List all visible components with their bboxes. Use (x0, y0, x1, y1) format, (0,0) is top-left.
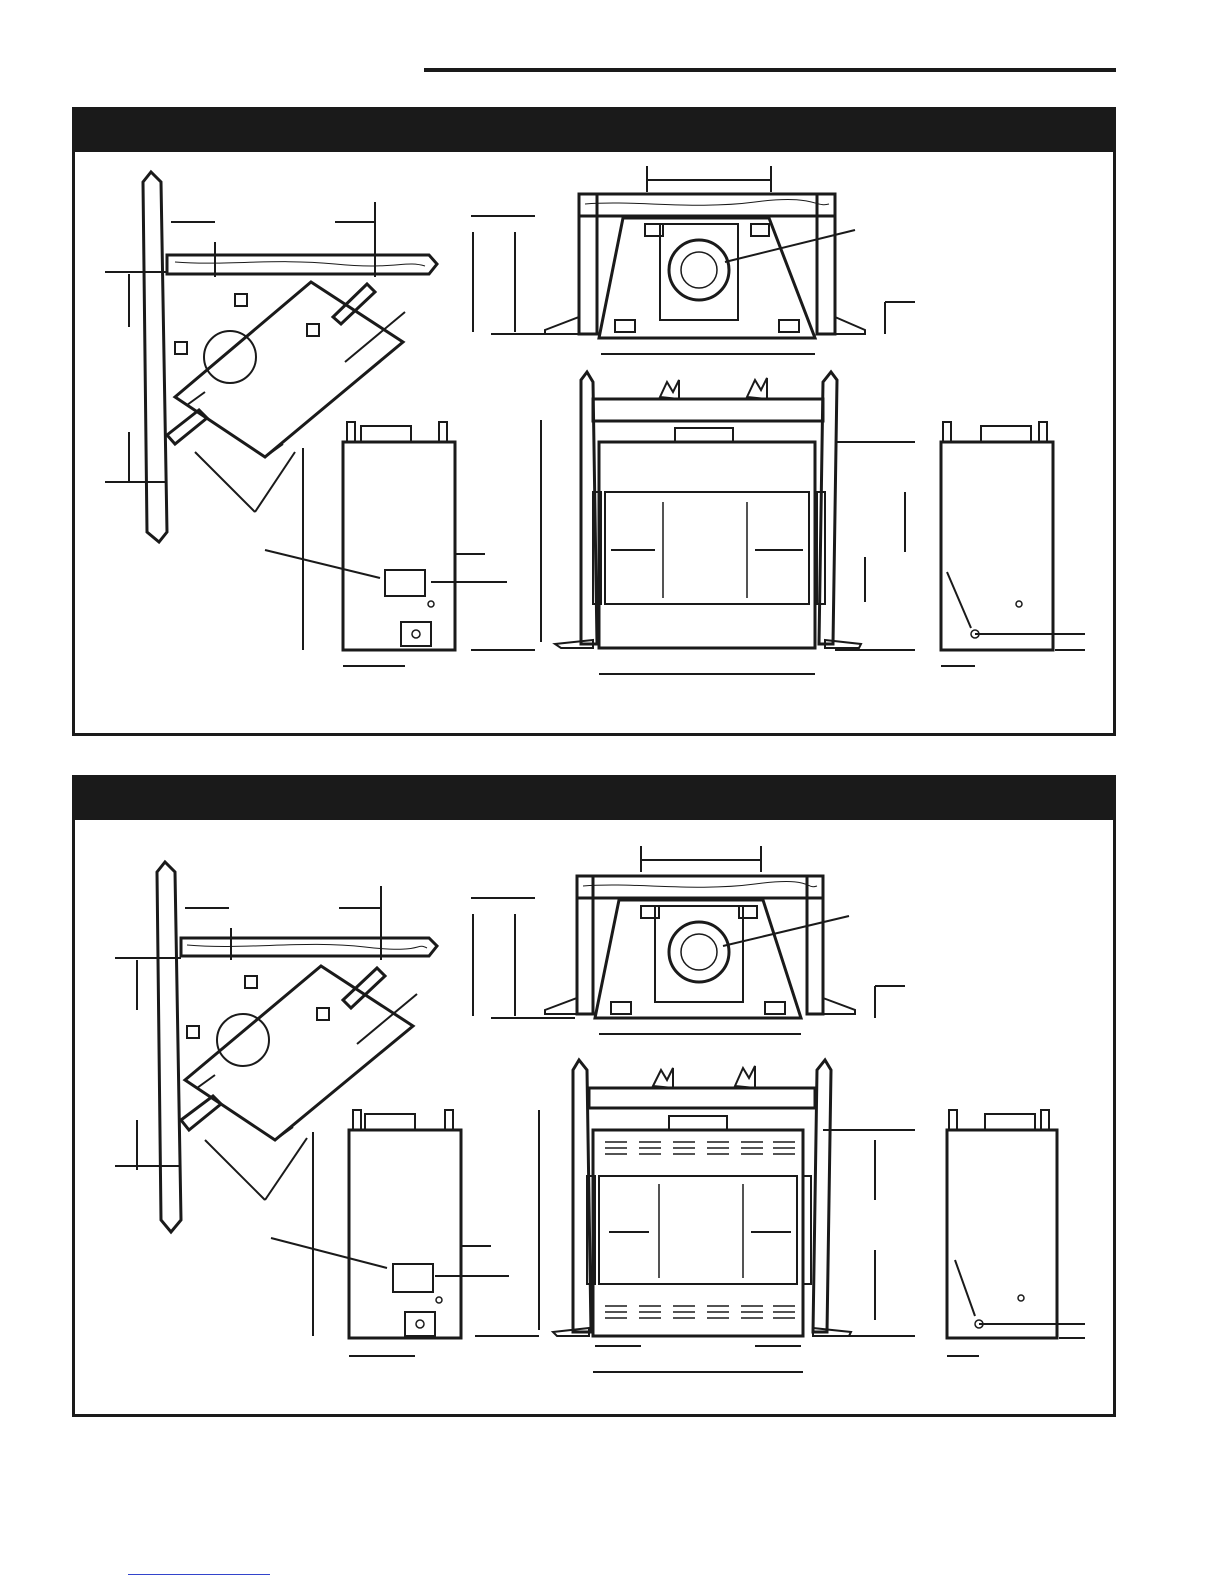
footer-underline (128, 1574, 270, 1576)
top-plan-view (471, 166, 915, 354)
front-elevation-view (539, 1060, 915, 1372)
right-side-view (941, 422, 1085, 666)
panel-1-drawings (75, 152, 1113, 733)
right-side-view (947, 1110, 1085, 1356)
diagram-panel-2 (72, 775, 1116, 1417)
left-side-view (271, 1110, 539, 1356)
corner-installation-view (115, 862, 437, 1232)
bottom-louvers (605, 1306, 795, 1318)
panel-title-bar (75, 778, 1113, 820)
top-plan-view (471, 846, 905, 1034)
panel-2-drawings (75, 820, 1113, 1414)
top-louvers (605, 1142, 795, 1154)
left-side-view (265, 422, 535, 666)
panel-title-bar (75, 110, 1113, 152)
front-elevation-view (541, 372, 915, 674)
corner-installation-view (105, 172, 437, 542)
header-rule (424, 68, 1116, 72)
diagram-panel-1 (72, 107, 1116, 736)
